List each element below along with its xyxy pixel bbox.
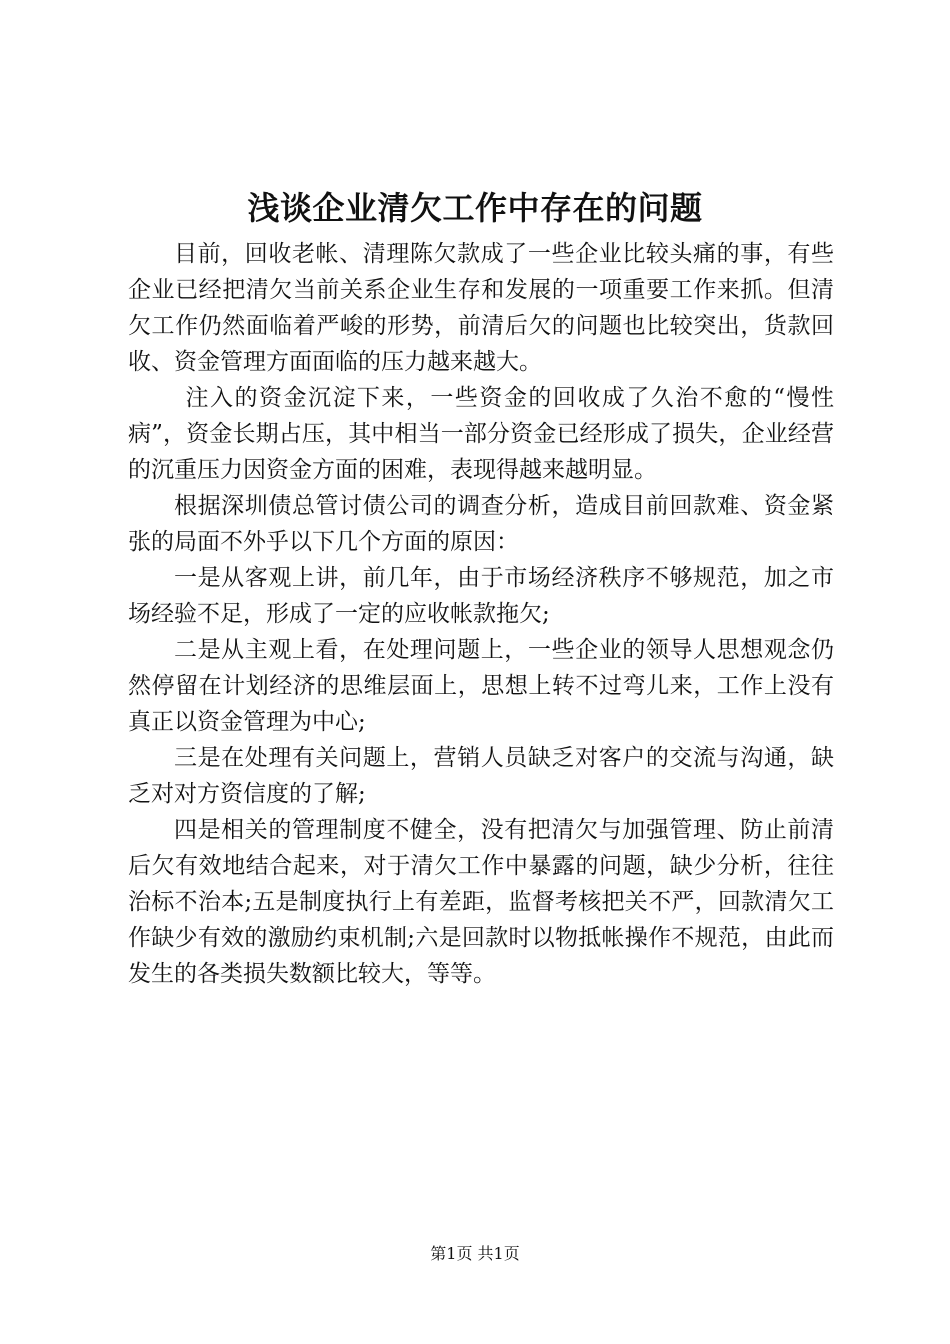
paragraph-intro: 目前，回收老帐、清理陈欠款成了一些企业比较头痛的事，有些企业已经把清欠当前关系企业生存和发展的一项重要工作来抓。但清欠工作仍然面临着严峻的形势，前清后欠的问题也比较突出，货款回收、资金管理方面面临的压力越来越大。 — [128, 241, 834, 375]
paragraph-reason-1: 一是从客观上讲，前几年，由于市场经济秩序不够规范，加之市场经验不足，形成了一定的应收帐款拖欠; — [128, 565, 834, 627]
paragraph-analysis: 根据深圳债总管讨债公司的调查分析，造成目前回款难、资金紧张的局面不外乎以下几个方面的原因： — [128, 493, 834, 555]
paragraph-reason-4-6: 四是相关的管理制度不健全，没有把清欠与加强管理、防止前清后欠有效地结合起来，对于清欠工作中暴露的问题，缺少分析，往往治标不治本;五是制度执行上有差距，监督考核把关不严，回款清欠工作缺少有效的激励约束机制;六是回款时以物抵帐操作不规范，由此而发生的各类损失数额比较大，等等。 — [128, 817, 834, 987]
paragraph-reason-3: 三是在处理有关问题上，营销人员缺乏对客户的交流与沟通，缺乏对对方资信度的了解; — [128, 745, 834, 807]
document-body — [128, 236, 834, 992]
document-title: 浅谈企业清欠工作中存在的问题 — [247, 189, 703, 227]
page-number-footer: 第1页 共1页 — [430, 1244, 520, 1263]
paragraph-reason-2: 二是从主观上看，在处理问题上，一些企业的领导人思想观念仍然停留在计划经济的思维层面上，思想上转不过弯儿来，工作上没有真正以资金管理为中心; — [128, 637, 834, 735]
paragraph-capital: 注入的资金沉淀下来，一些资金的回收成了久治不愈的“慢性病”，资金长期占压，其中相当一部分资金已经形成了损失，企业经营的沉重压力因资金方面的困难，表现得越来越明显。 — [128, 385, 834, 483]
